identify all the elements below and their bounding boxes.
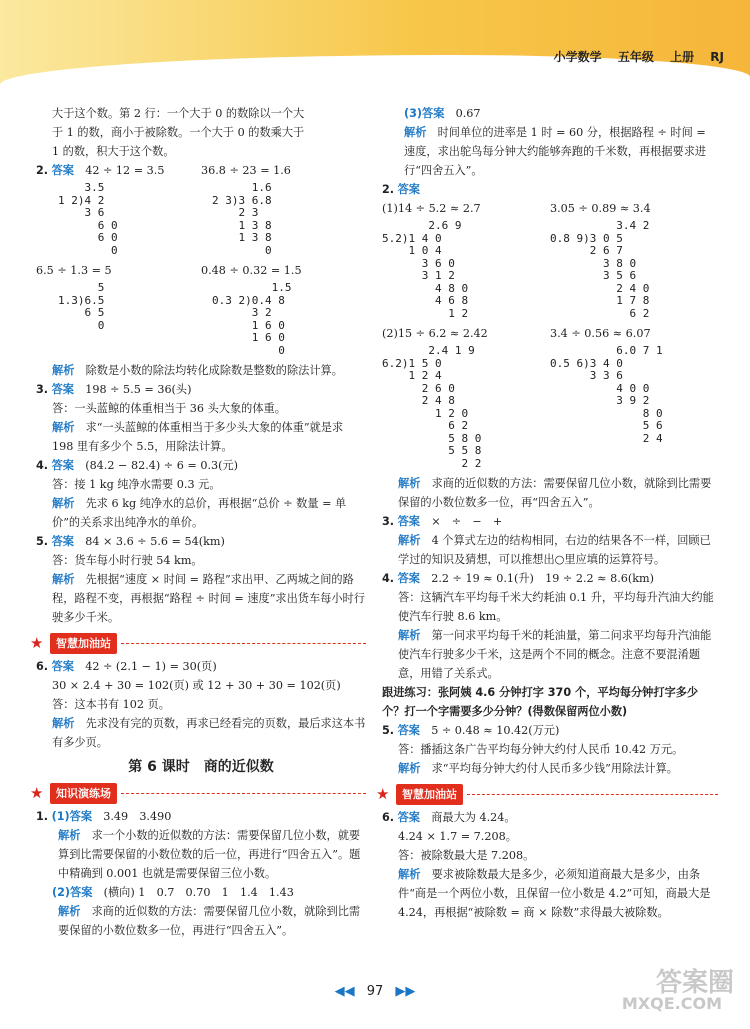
explanation: 除数是小数的除法均转化成除数是整数的除法计算。 [85,364,343,377]
header-banner [0,0,750,86]
question-4-right: 4. 答案 2.2 ÷ 19 ≈ 0.1(升) 19 ÷ 2.2 ≈ 8.6(km) 答：这辆汽车平均每千米大约耗油 0.1 升，平均每升汽油大约能使汽车行驶 8.6 km。 解析 第一问求平均每千米的耗油量，第二问求平均每升汽油能使汽车行驶多少千米，这是两个不同的概念。注意不要混淆题意，用错了关系式。 [382,572,714,680]
star-icon: ★ [376,785,390,803]
question-2-right: 2. 答案 (1)14 ÷ 5.2 ≈ 2.7 3.05 ÷ 0.89 ≈ 3.4 2.6 9 5.2)1 4 0 1 0 4 3 6 0 3 1 2 4 8 0 4 6 8 1 2 3.4 2 0.8 9)3 0 5 2 6 7 3 8 0 3 5 6 2 4 0 1 7 8 6 2 (2)15 ÷ 6.2 ≈ 2.42 3.4 ÷ 0.56 ≈ 6.07 2.4 1 9 6.2)1 5 0 1 2 4 2 6 0 2 4 8 1 2 0 6 2 5 8 0 5 5 8 2 2 6.0 7 1 0.5 6)3 4 0 3 3 6 4 0 0 3 9 2 8 0 5 6 2 4 解析 求商的近似数的方法：需要保留几位小数，就除到比需要保留的小数位数多一位，再“四舍五入”。 [382,180,718,512]
star-icon: ★ [30,634,44,652]
next-page-icon[interactable]: ▶▶ [395,984,416,999]
question-5-right: 5. 答案 5 ÷ 0.48 ≈ 10.42(万元) 答：播插这条广告平均每分钟大约付人民币 10.42 万元。 解析 求“平均每分钟大约付人民币多少钱”用除法计算。 [382,724,684,775]
long-division: 2.4 1 9 6.2)1 5 0 1 2 4 2 6 0 2 4 8 1 2 0 6 2 5 8 0 5 5 8 2 2 [382,344,482,470]
intro-line: 1 的数，积大于这个数。 [52,145,175,158]
long-division: 1.5 0.3 2)0.4 8 3 2 1 6 0 1 6 0 0 [212,281,292,357]
left-column [30,104,366,940]
page-number: 97 [366,984,384,999]
equation: 42 ÷ 12 = 3.5 [85,164,165,177]
long-division: 2.6 9 5.2)1 4 0 1 0 4 3 6 0 3 1 2 4 8 0 4 6 8 1 2 [382,219,469,320]
long-division: 3.4 2 0.8 9)3 0 5 2 6 7 3 8 0 3 5 6 2 4 0 1 7 8 6 2 [550,219,650,320]
section-banner: ★ 智慧加油站 [376,784,718,804]
right-column: (3)答案 0.67 解析 时间单位的进率是 1 时 = 60 分，根据路程 ÷ 时间 = 速度，求出鸵鸟每分钟大约能够奔跑的千米数，再根据要求进行“四舍五入”。 2. 答案 (1)14 ÷ 5.2 ≈ 2.7 3.05 ÷ 0.89 ≈ 3.4 2.6 9 5.2)1 4 0 1 0 4 3 6 0 3 1 2 4 8 0 4 6 8 1 2 3.4 2 0.8 9)3 0 5 2 6 7 3 8 0 3 5 6 2 4 0 1 7 8 6 2 (2)15 ÷ 6.2 ≈ 2.42 3.4 ÷ 0.56 ≈ 6.07 2.4 1 9 6.2)1 5 0 1 2 4 2 6 0 2 4 8 1 2 0 6 2 5 8 0 5 5 8 2 2 6.0 7 1 0.5 6)3 4 0 3 3 6 4 0 0 3 9 2 8 0 5 6 2 4 解析 求商的近似数的方法：需要保留几位小数，就除到比需要保留的小数位数多一位，再“四舍五入”。 3. 答案 × ÷ − + 解析 4 个算式左边的结构相同，右边的结果各不一样，回顾已学过的知识及猜想，可以推想出○里应填的运算符号。 4. 答案 2.2 ÷ 19 ≈ 0.1(升) 19 ÷ 2.2 ≈ 8.6(km) 答：这辆汽车平均每千米大约耗油 0.1 升，平均每升汽油大约能使汽车行驶 8.6 km。 解析 第一问求平均每千米的耗油量，第二问求平均每升汽油能使汽车行驶多少千米，这是两个不同的概念。注意不要混淆题意，用错了关系式。 跟进练习：张阿姨 4.6 分钟打字 370 个，平均每分钟打字多少个？打一个字需要多少分钟？(得数保留两位小数) 5. 答案 5 ÷ 0.48 ≈ 10.42(万元) 答：播插这条广告平均每分钟大约付人民币 10.42 万元。 解析 求“平均每分钟大约付人民币多少钱”用除法计算。 ★ 智慧加油站 6. 答案 商最大为 4.24。 4.24 × 1.7 = 7.208。 答：被除数最大是 7.208。 解析 要求被除数最大是多少，必须知道商最大是多少，由条件“商是一个两位小数，且保留一位小数是 4.2”可知，商最大是 4.24，再根据“被除数 = 商 × 除数”求得最大被除数。 [382,104,718,922]
question-2: 2. 答案 42 ÷ 12 = 3.5 36.8 ÷ 23 = 1.6 3.5 1 2)4 2 3 6 6 0 6 0 0 1.6 2 3)3 6.8 2 3 1 3 8 1 3 8 0 6.5 ÷ 1.3 = 5 0.48 ÷ 0.32 = 1.5 5 1.3)6.5 6 5 0 1.5 0.3 2)0.4 8 3 2 1 6 0 1 6 0 0 解析 除数是小数的除法均转化成除数是整数的除法计算。 [36,161,366,380]
star-icon: ★ [30,784,44,802]
watermark-url: MXQE.COM [621,994,722,1013]
equation: 6.5 ÷ 1.3 = 5 [36,264,112,277]
exercise-1: 1. (1)答案 3.49 3.490 解析 求一个小数的近似数的方法：需要保留几位小数，就要算到比需要保留的小数位数的后一位，再进行“四舍五入”。题中精确到 0.001 也就是需要保留三位小数。 (2)答案 (横向) 1 0.7 0.70 1 1.4 1.43 解析 求商的近似数的方法：需要保留几位小数，就除到比需要保留的小数位数多一位，再进行“四舍五入”。 [36,810,361,937]
intro-line: 于 1 的数，商小于被除数。一个大于 0 的数乘大于 [52,126,305,139]
question-6: 6. 答案 42 ÷ (2.1 − 1) = 30(页) 30 × 2.4 + 30 = 102(页) 或 12 + 30 + 30 = 102(页) 答：这本书有 102 页。 解析 先求没有完的页数，再求已经看完的页数，最后求这本书有多少页。 [36,660,366,749]
subject-label: 小学数学 [553,50,602,64]
question-4: 4. 答案 (84.2 − 82.4) ÷ 6 = 0.3(元) 答：接 1 kg 纯净水需要 0.3 元。 解析 先求 6 kg 纯净水的总价，再根据“总价 ÷ 数量 = 单价”的关系求出纯净水的单价。 [36,459,347,529]
follow-up-exercise: 跟进练习：张阿姨 4.6 分钟打字 370 个，平均每分钟打字多少个？打一个字需要多少分钟？(得数保留两位小数) [382,686,699,718]
question-6-right: 6. 答案 商最大为 4.24。 4.24 × 1.7 = 7.208。 答：被除数最大是 7.208。 解析 要求被除数最大是多少，必须知道商最大是多少，由条件“商是一个两位小数，且保留一位小数是 4.2”可知，商最大是 4.24，再根据“被除数 = 商 × 除数”求得最大被除数。 [382,811,711,919]
section-banner: ★ 知识演练场 [30,783,366,803]
page-header [542,48,724,65]
prev-page-icon[interactable]: ◀◀ [334,984,355,999]
question-5: 5. 答案 84 × 3.6 ÷ 5.6 = 54(km) 答：货车每小时行驶 54 km。 解析 先根据“速度 × 时间 = 路程”求出甲、乙两城之间的路程，路程不变，再根据“路程 ÷ 时间 = 速度”求出货车每小时行驶多少千米。 [36,535,365,624]
long-division: 5 1.3)6.5 6 5 0 [58,281,105,332]
lesson-title: 第 6 课时 商的近似数 [128,759,274,775]
grade-label: 五年级 [617,50,654,64]
question-3: 3. 答案 198 ÷ 5.5 = 36(头) 答：一头蓝鲸的体重相当于 36 头大象的体重。 解析 求“一头蓝鲸的体重相当于多少头大象的体重”就是求 198 里有多少个 5.5，用除法计算。 [36,383,344,453]
long-division: 6.0 7 1 0.5 6)3 4 0 3 3 6 4 0 0 3 9 2 8 0 5 6 2 4 [550,344,663,445]
intro-line: 大于这个数。第 2 行：一个大于 0 的数除以一个大 [52,107,305,120]
equation: 36.8 ÷ 23 = 1.6 [201,164,291,177]
long-division: 1.6 2 3)3 6.8 2 3 1 3 8 1 3 8 0 [212,181,272,257]
section-banner: ★ 智慧加油站 [30,633,366,653]
equation: 0.48 ÷ 0.32 = 1.5 [201,264,302,277]
long-division: 3.5 1 2)4 2 3 6 6 0 6 0 0 [58,181,118,257]
question-3-right: 3. 答案 × ÷ − + 解析 4 个算式左边的结构相同，右边的结果各不一样，回顾已学过的知识及猜想，可以推想出○里应填的运算符号。 [382,515,711,566]
volume-label: 上册 [670,50,695,64]
watermark-logo: 答案圈 [655,968,734,998]
edition-label: RJ [710,50,724,64]
